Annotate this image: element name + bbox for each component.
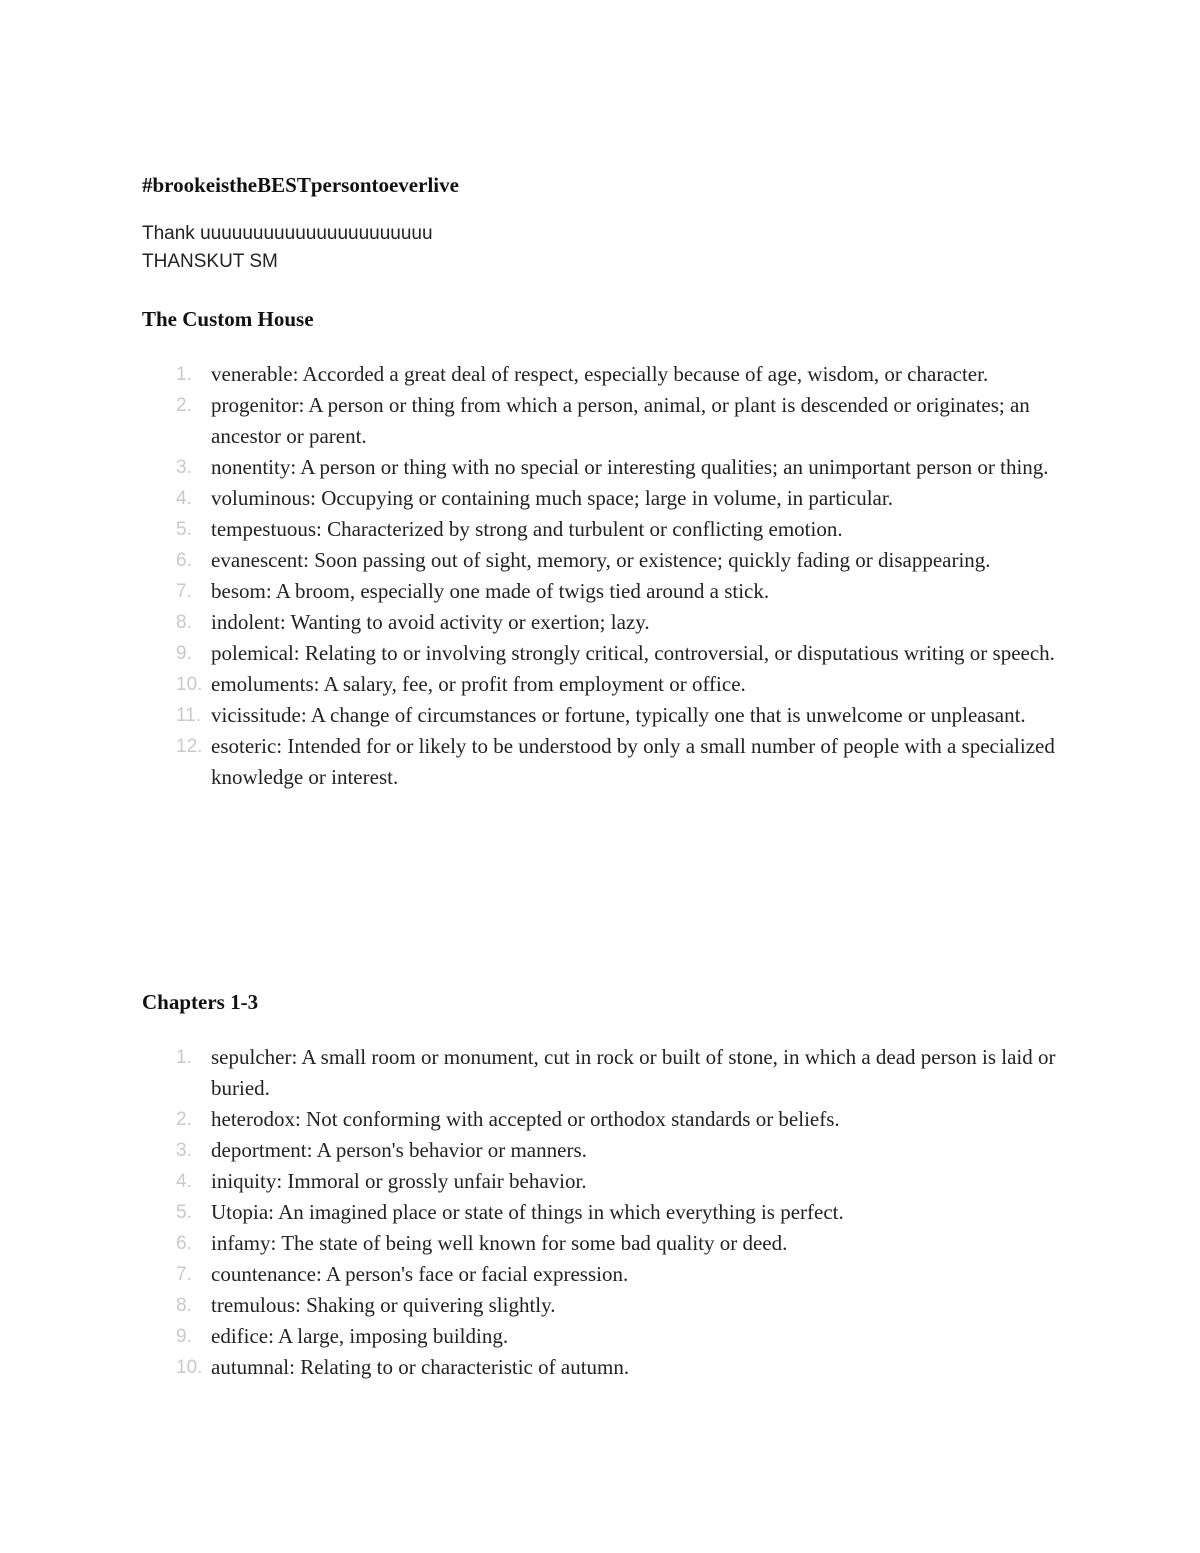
- item-definition: sepulcher: A small room or monument, cut in rock or built of stone, in which a dead person is laid or buried.: [211, 1045, 1056, 1100]
- item-definition: heterodox: Not conforming with accepted or orthodox standards or beliefs.: [211, 1107, 840, 1131]
- vocab-list-chapters-1-3: [0, 1042, 1070, 1383]
- vocab-item: [0, 638, 1070, 669]
- item-number: 1.: [176, 1047, 192, 1068]
- thanks-note: [142, 220, 433, 276]
- item-definition: Utopia: An imagined place or state of things in which everything is perfect.: [211, 1200, 844, 1224]
- hashtag-heading: #brookeistheBESTpersontoeverlive: [142, 173, 459, 197]
- item-number: 7.: [176, 1264, 192, 1285]
- vocab-item: [0, 1290, 1070, 1321]
- item-definition: emoluments: A salary, fee, or profit from employment or office.: [211, 672, 746, 696]
- item-number: 5.: [176, 519, 192, 540]
- item-definition: progenitor: A person or thing from which a person, animal, or plant is descended or originates; an ancestor or parent.: [211, 393, 1030, 448]
- item-number: 6.: [176, 1233, 192, 1254]
- vocab-item: [0, 545, 1070, 576]
- item-definition: countenance: A person's face or facial expression.: [211, 1262, 629, 1286]
- vocab-item: [0, 390, 1070, 452]
- item-number: 8.: [176, 612, 192, 633]
- vocab-list-custom-house: [0, 359, 1070, 793]
- item-definition: deportment: A person's behavior or manners.: [211, 1138, 587, 1162]
- item-definition: tremulous: Shaking or quivering slightly.: [211, 1293, 556, 1317]
- vocab-item: [0, 1197, 1070, 1228]
- item-number: 8.: [176, 1295, 192, 1316]
- item-definition: voluminous: Occupying or containing much space; large in volume, in particular.: [211, 486, 893, 510]
- vocab-item: [0, 731, 1070, 793]
- item-definition: edifice: A large, imposing building.: [211, 1324, 509, 1348]
- item-number: 1.: [176, 364, 192, 385]
- vocab-item: [0, 359, 1070, 390]
- vocab-item: [0, 1104, 1070, 1135]
- item-definition: besom: A broom, especially one made of twigs tied around a stick.: [211, 579, 770, 603]
- item-definition: evanescent: Soon passing out of sight, memory, or existence; quickly fading or disappearing.: [211, 548, 991, 572]
- item-number: 5.: [176, 1202, 192, 1223]
- item-number: 10.: [176, 674, 203, 695]
- item-number: 12.: [176, 736, 203, 757]
- item-number: 9.: [176, 643, 192, 664]
- vocab-item: [0, 1259, 1070, 1290]
- item-number: 4.: [176, 1171, 192, 1192]
- vocab-item: [0, 1166, 1070, 1197]
- item-definition: tempestuous: Characterized by strong and turbulent or conflicting emotion.: [211, 517, 843, 541]
- vocab-item: [0, 607, 1070, 638]
- item-number: 2.: [176, 395, 192, 416]
- vocab-item: [0, 1228, 1070, 1259]
- vocab-item: [0, 514, 1070, 545]
- item-number: 7.: [176, 581, 192, 602]
- vocab-item: [0, 1135, 1070, 1166]
- vocab-item: [0, 452, 1070, 483]
- item-definition: iniquity: Immoral or grossly unfair behavior.: [211, 1169, 587, 1193]
- item-definition: infamy: The state of being well known for some bad quality or deed.: [211, 1231, 788, 1255]
- item-definition: nonentity: A person or thing with no special or interesting qualities; an unimportant person or thing.: [211, 455, 1049, 479]
- item-definition: autumnal: Relating to or characteristic of autumn.: [211, 1355, 630, 1379]
- item-definition: esoteric: Intended for or likely to be understood by only a small number of people with a specialized knowledge or interest.: [211, 734, 1055, 789]
- item-number: 6.: [176, 550, 192, 571]
- vocab-item: [0, 700, 1070, 731]
- item-number: 9.: [176, 1326, 192, 1347]
- item-definition: polemical: Relating to or involving strongly critical, controversial, or disputatious writing or speech.: [211, 641, 1055, 665]
- item-definition: indolent: Wanting to avoid activity or exertion; lazy.: [211, 610, 650, 634]
- vocab-item: [0, 1321, 1070, 1352]
- item-number: 10.: [176, 1357, 203, 1378]
- vocab-item: [0, 576, 1070, 607]
- thanks-line-2: THANSKUT SM: [142, 251, 278, 272]
- vocab-item: [0, 483, 1070, 514]
- section-title-chapters-1-3: Chapters 1-3: [142, 990, 259, 1014]
- vocab-item: [0, 1042, 1070, 1104]
- item-definition: venerable: Accorded a great deal of respect, especially because of age, wisdom, or character.: [211, 362, 989, 386]
- thanks-line-1: Thank uuuuuuuuuuuuuuuuuuuuuu: [142, 223, 433, 244]
- item-number: 3.: [176, 1140, 192, 1161]
- vocab-item: [0, 1352, 1070, 1383]
- item-number: 4.: [176, 488, 192, 509]
- item-number: 11.: [176, 705, 202, 726]
- item-definition: vicissitude: A change of circumstances or fortune, typically one that is unwelcome or unpleasant.: [211, 703, 1026, 727]
- item-number: 3.: [176, 457, 192, 478]
- item-number: 2.: [176, 1109, 192, 1130]
- section-title-custom-house: The Custom House: [142, 307, 314, 331]
- vocab-item: [0, 669, 1070, 700]
